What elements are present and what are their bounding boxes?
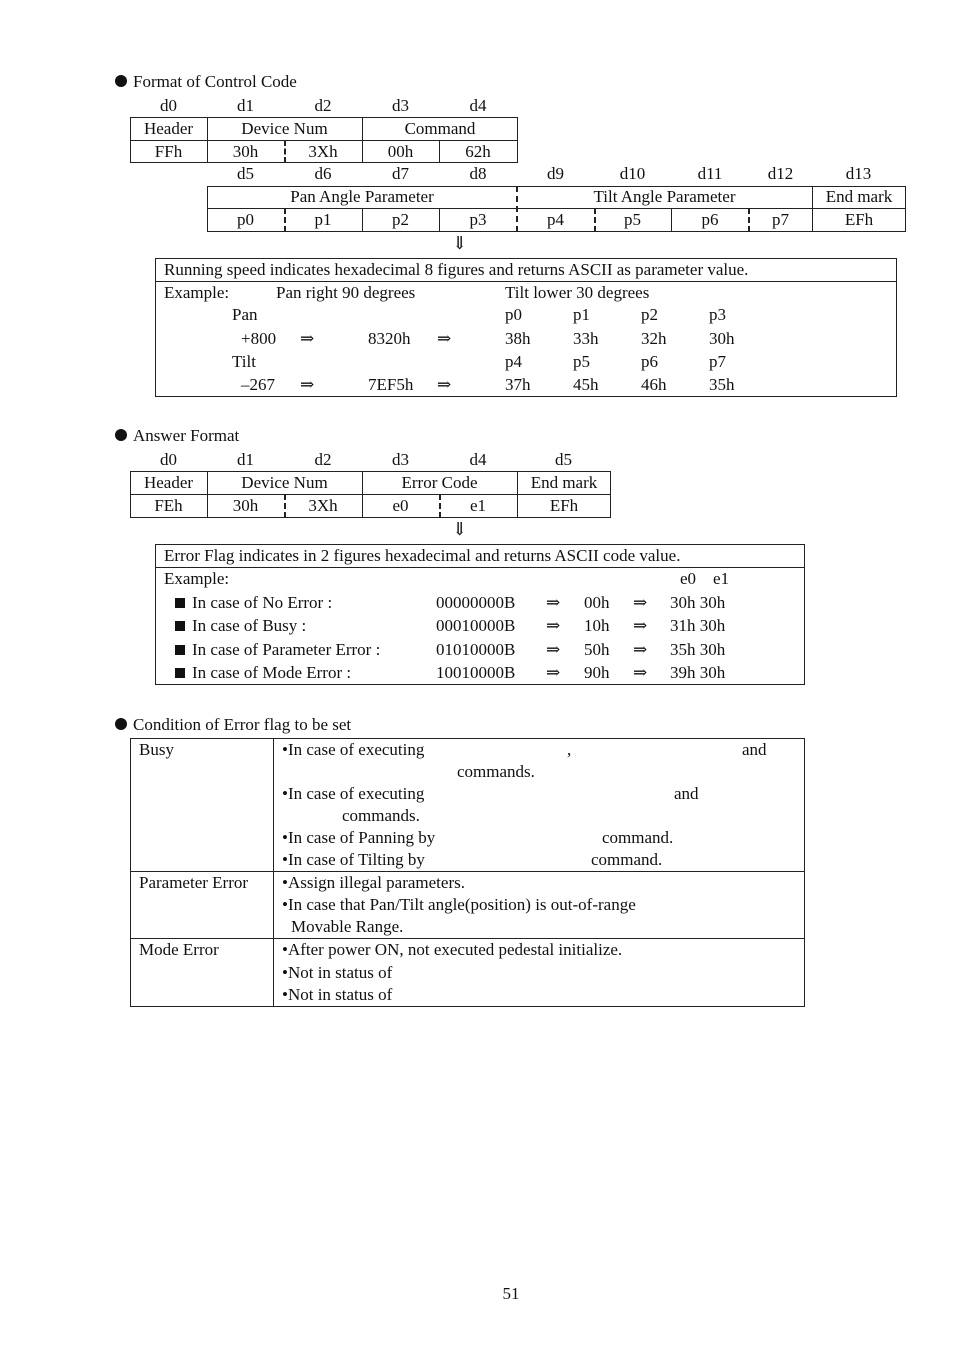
header-cell: Header: [143, 473, 194, 492]
end-mark-cell: End mark: [530, 473, 598, 492]
value-cell: 3Xh: [308, 496, 338, 515]
example-label: Example:: [164, 569, 230, 588]
p-value: 45h: [573, 375, 599, 394]
error-case-binary: 01010000B: [436, 640, 516, 659]
busy-line: •In case of executing: [282, 784, 425, 803]
error-case-ascii: 35h 30h: [670, 640, 726, 659]
busy-line: commands.: [457, 762, 535, 781]
parameter-error-line: Movable Range.: [291, 917, 404, 936]
pan-label: Pan: [232, 305, 258, 324]
right-arrow-icon: ⇒: [546, 640, 561, 659]
param-cell: p0: [237, 210, 254, 229]
param-cell: p4: [547, 210, 564, 229]
device-num-cell: Device Num: [241, 473, 328, 492]
error-case-label: In case of Busy :: [192, 616, 307, 635]
mode-error-label: Mode Error: [139, 940, 219, 959]
parameter-error-label: Parameter Error: [139, 873, 249, 892]
param-cell: p5: [624, 210, 641, 229]
error-case-hex: 10h: [584, 616, 610, 635]
p-value: 37h: [505, 375, 531, 394]
square-bullet-icon: [175, 621, 185, 631]
p-value: 33h: [573, 329, 599, 348]
byte-label: d0: [160, 450, 177, 469]
down-arrow-icon: ⇓: [452, 233, 468, 253]
error-case-label: In case of No Error :: [192, 593, 333, 612]
page-number: 51: [502, 1284, 520, 1303]
p-value: 46h: [641, 375, 667, 394]
right-arrow-icon: ⇒: [546, 663, 561, 682]
right-arrow-icon: ⇒: [437, 329, 452, 348]
byte-label: d7: [392, 164, 409, 183]
value-cell: FEh: [154, 496, 183, 515]
error-case-binary: 00000000B: [436, 593, 516, 612]
p-value: 38h: [505, 329, 531, 348]
error-case-ascii: 31h 30h: [670, 616, 726, 635]
byte-label: d6: [314, 164, 332, 183]
busy-line: •In case of Tilting by: [282, 850, 425, 869]
byte-label: d9: [547, 164, 564, 183]
tilt-hex: 7EF5h: [368, 375, 414, 394]
error-code-cell: Error Code: [401, 473, 478, 492]
right-arrow-icon: ⇒: [633, 640, 648, 659]
section-heading-answer-format: Answer Format: [133, 426, 240, 445]
tilt-angle-parameter-cell: Tilt Angle Parameter: [593, 187, 736, 206]
param-cell: EFh: [844, 210, 874, 229]
busy-line: command.: [602, 828, 674, 847]
p-label: p2: [641, 305, 658, 324]
p-label: p1: [573, 305, 590, 324]
error-case-hex: 50h: [584, 640, 610, 659]
p-value: 32h: [641, 329, 667, 348]
error-case-ascii: 39h 30h: [670, 663, 726, 682]
tilt-description: Tilt lower 30 degrees: [505, 283, 650, 302]
value-cell: e1: [469, 496, 487, 515]
param-cell: p1: [314, 210, 332, 229]
busy-line: •In case of Panning by: [282, 828, 436, 847]
mode-error-line: •After power ON, not executed pedestal initialize.: [282, 940, 623, 959]
p-label: p0: [505, 305, 522, 324]
square-bullet-icon: [175, 598, 185, 608]
byte-label: d4: [469, 96, 487, 115]
error-case-label: In case of Parameter Error :: [192, 640, 381, 659]
value-cell: 00h: [387, 142, 414, 161]
right-arrow-icon: ⇒: [546, 593, 561, 612]
param-cell: p7: [772, 210, 789, 229]
p-label: p3: [709, 305, 726, 324]
byte-label: d12: [767, 164, 794, 183]
busy-line: and: [742, 740, 767, 759]
right-arrow-icon: ⇒: [633, 593, 648, 612]
value-cell: e0: [392, 496, 409, 515]
tilt-label: Tilt: [232, 352, 256, 371]
busy-line: commands.: [342, 806, 420, 825]
p-label: p6: [641, 352, 658, 371]
right-arrow-icon: ⇒: [437, 375, 452, 394]
byte-label: d4: [469, 450, 487, 469]
section-heading-control-code: Format of Control Code: [133, 72, 297, 91]
section-heading-error-condition: Condition of Error flag to be set: [133, 715, 352, 734]
parameter-error-line: •Assign illegal parameters.: [282, 873, 465, 892]
byte-label: d0: [160, 96, 177, 115]
pan-hex: 8320h: [368, 329, 411, 348]
device-num-cell: Device Num: [241, 119, 328, 138]
value-cell: 62h: [465, 142, 491, 161]
right-arrow-icon: ⇒: [633, 663, 648, 682]
header-cell: Header: [143, 119, 194, 138]
pan-description: Pan right 90 degrees: [276, 283, 416, 302]
busy-line: and: [674, 784, 699, 803]
busy-line: command.: [591, 850, 663, 869]
pan-angle-parameter-cell: Pan Angle Parameter: [290, 187, 434, 206]
parameter-error-line: •In case that Pan/Tilt angle(position) is out-of-range: [282, 895, 636, 914]
busy-label: Busy: [139, 740, 174, 759]
byte-label: d1: [237, 450, 254, 469]
byte-label: d10: [619, 164, 646, 183]
p-label: p7: [709, 352, 726, 371]
error-case-hex: 00h: [584, 593, 610, 612]
byte-label: d5: [555, 450, 572, 469]
p-label: p5: [573, 352, 590, 371]
bullet-icon: [115, 429, 127, 441]
note-title: Running speed indicates hexadecimal 8 figures and returns ASCII as parameter value.: [164, 260, 749, 279]
byte-label: d11: [697, 164, 723, 183]
error-case-ascii: 30h 30h: [670, 593, 726, 612]
param-cell: p6: [701, 210, 719, 229]
error-case-hex: 90h: [584, 663, 610, 682]
param-cell: p3: [469, 210, 487, 229]
square-bullet-icon: [175, 645, 185, 655]
byte-label: d5: [237, 164, 254, 183]
example-label: Example:: [164, 283, 230, 302]
value-cell: EFh: [549, 496, 579, 515]
value-cell: FFh: [154, 142, 183, 161]
error-case-binary: 10010000B: [436, 663, 516, 682]
value-cell: 3Xh: [308, 142, 338, 161]
value-cell: 30h: [232, 496, 259, 515]
right-arrow-icon: ⇒: [300, 329, 315, 348]
right-arrow-icon: ⇒: [546, 616, 561, 635]
busy-line: ,: [567, 740, 572, 759]
param-cell: p2: [392, 210, 409, 229]
down-arrow-icon: ⇓: [452, 519, 468, 539]
e-labels: e0 e1: [680, 569, 730, 588]
byte-label: d13: [845, 164, 872, 183]
right-arrow-icon: ⇒: [633, 616, 648, 635]
right-arrow-icon: ⇒: [300, 375, 315, 394]
byte-label: d2: [314, 96, 332, 115]
bullet-icon: [115, 718, 127, 730]
byte-label: d3: [392, 450, 409, 469]
byte-label: d2: [314, 450, 332, 469]
bullet-icon: [115, 75, 127, 87]
byte-label: d8: [469, 164, 487, 183]
end-mark-cell: End mark: [825, 187, 893, 206]
p-label: p4: [505, 352, 522, 371]
pan-value: +800: [241, 329, 277, 348]
square-bullet-icon: [175, 668, 185, 678]
byte-label: d3: [392, 96, 409, 115]
p-value: 35h: [709, 375, 735, 394]
note-title: Error Flag indicates in 2 figures hexadecimal and returns ASCII code value.: [164, 546, 681, 565]
command-cell: Command: [404, 119, 476, 138]
byte-label: d1: [237, 96, 254, 115]
busy-line: •In case of executing: [282, 740, 425, 759]
error-case-binary: 00010000B: [436, 616, 516, 635]
mode-error-line: •Not in status of: [282, 963, 393, 982]
p-value: 30h: [709, 329, 735, 348]
tilt-value: –267: [241, 375, 275, 394]
mode-error-line: •Not in status of: [282, 985, 393, 1004]
value-cell: 30h: [232, 142, 259, 161]
error-case-label: In case of Mode Error :: [192, 663, 352, 682]
